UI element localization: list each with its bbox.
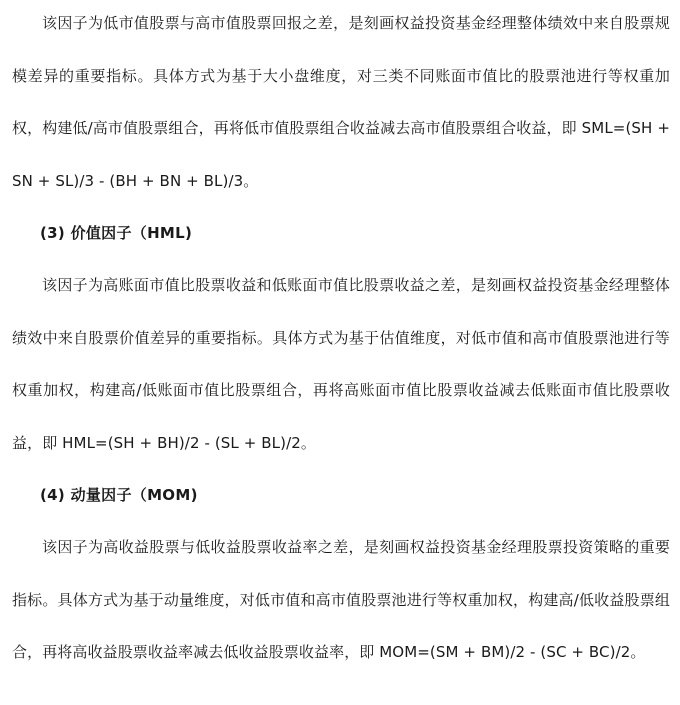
- momentum-factor-heading: (4) 动量因子（MOM): [40, 486, 198, 504]
- momentum-factor-paragraph: 该因子为高收益股票与低收益股票收益率之差，是刻画权益投资基金经理股票投资策略的重要指标。具体方式为基于动量维度，对低市值和高市值股票池进行等权重加权，构建高/低收益股票组合，再将高收益股票收益率减去低收益股票收益率，即 MOM=(SM + BM)/2 - (SC + BC)/2。: [12, 538, 670, 661]
- value-factor-paragraph: 该因子为高账面市值比股票收益和低账面市值比股票收益之差，是刻画权益投资基金经理整体绩效中来自股票价值差异的重要指标。具体方式为基于估值维度，对低市值和高市值股票池进行等权重加权，构建高/低账面市值比股票组合，再将高账面市值比股票收益减去低账面市值比股票收益，即 HML=(SH + BH)/2 - (SL + BL)/2。: [12, 276, 670, 452]
- value-factor-heading: (3) 价值因子（HML): [40, 224, 193, 242]
- size-factor-paragraph: 该因子为低市值股票与高市值股票回报之差，是刻画权益投资基金经理整体绩效中来自股票规模差异的重要指标。具体方式为基于大小盘维度，对三类不同账面市值比的股票池进行等权重加权，构建低/高市值股票组合，再将低市值股票组合收益减去高市值股票组合收益，即 SML=(SH + SN + SL)/3 - (BH + BN + BL)/3。: [12, 14, 670, 190]
